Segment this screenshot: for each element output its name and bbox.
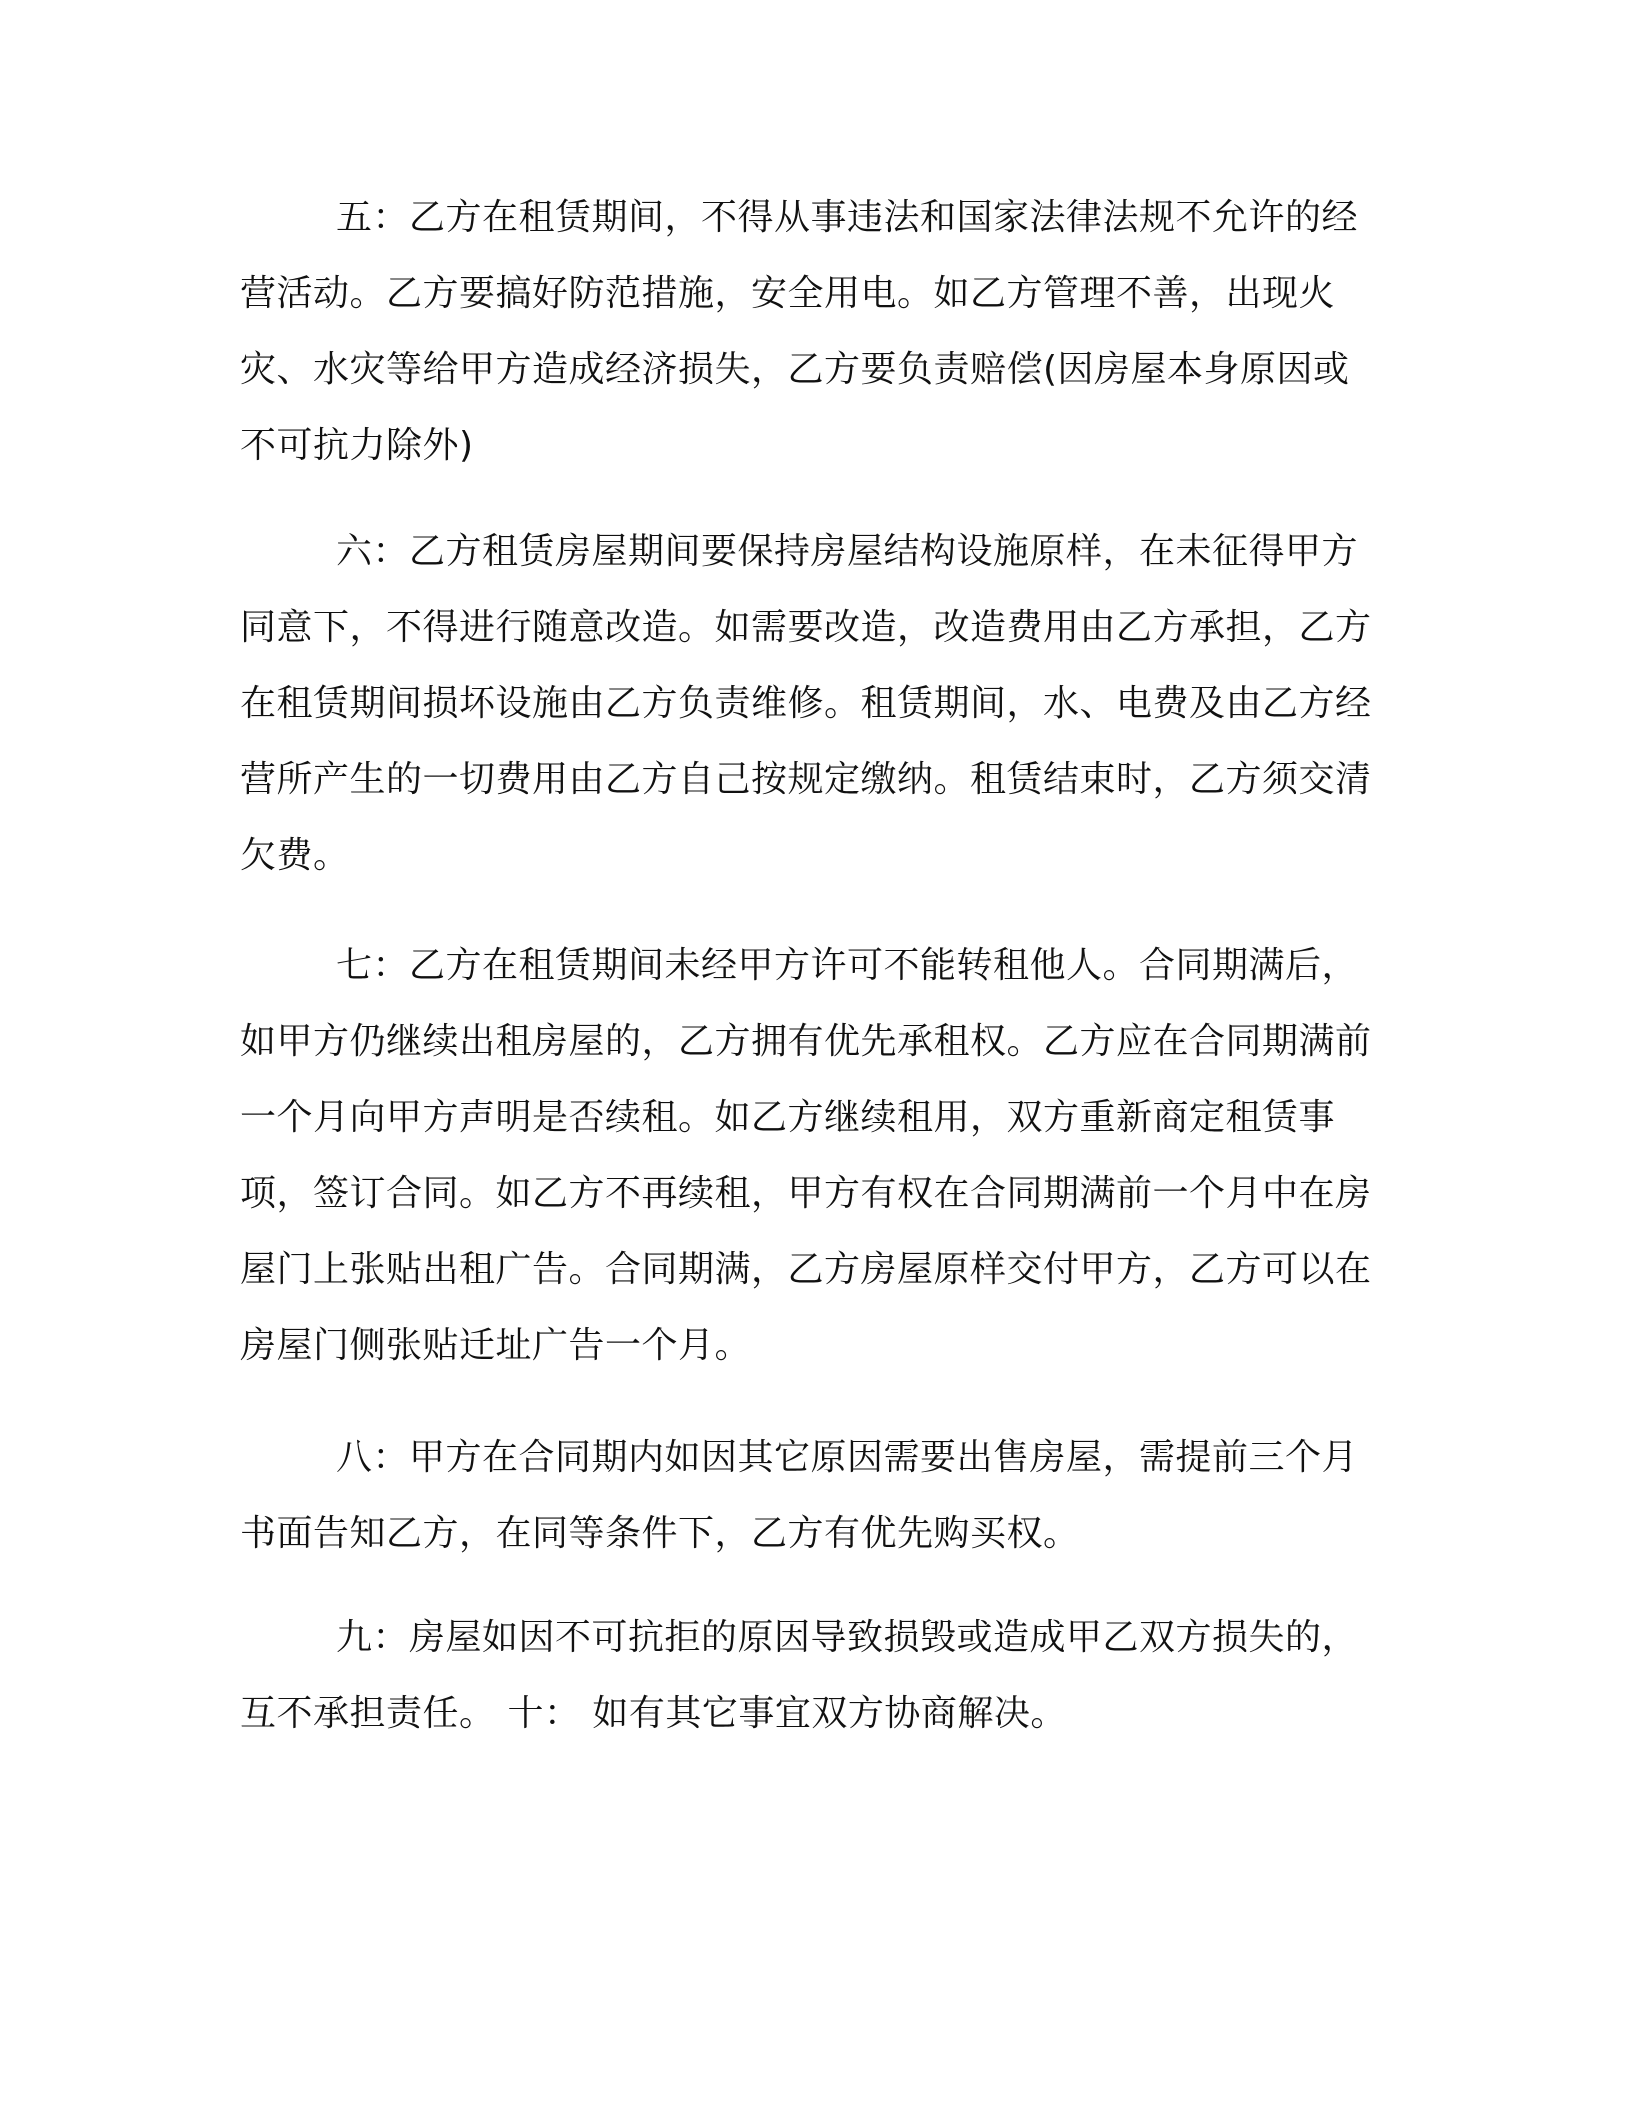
clause-8: 八：甲方在合同期内如因其它原因需要出售房屋，需提前三个月书面告知乙方，在同等条件下，乙方有优先购买权。	[240, 1437, 1359, 1554]
clause-9-10: 九：房屋如因不可抗拒的原因导致损毁或造成甲乙双方损失的，互不承担责任。 十： 如有其它事宜双方协商解决。	[240, 1617, 1359, 1734]
clause-6: 六：乙方租赁房屋期间要保持房屋结构设施原样，在未征得甲方同意下，不得进行随意改造。如需要改造，改造费用由乙方承担，乙方在租赁期间损坏设施由乙方负责维修。租赁期间，水、电费及由乙方经营所产生的一切费用由乙方自己按规定缴纳。租赁结束时，乙方须交清欠费。	[240, 531, 1372, 876]
clause-7: 七：乙方在租赁期间未经甲方许可不能转租他人。合同期满后，如甲方仍继续出租房屋的，乙方拥有优先承租权。乙方应在合同期满前一个月向甲方声明是否续租。如乙方继续租用，双方重新商定租赁事项，签订合同。如乙方不再续租，甲方有权在合同期满前一个月中在房屋门上张贴出租广告。合同期满，乙方房屋原样交付甲方，乙方可以在房屋门侧张贴迁址广告一个月。	[240, 945, 1372, 1366]
clause-5: 五：乙方在租赁期间，不得从事违法和国家法律法规不允许的经营活动。乙方要搞好防范措施，安全用电。如乙方管理不善，出现火灾、水灾等给甲方造成经济损失，乙方要负责赔偿(因房屋本身原因或不可抗力除外)	[240, 197, 1359, 466]
